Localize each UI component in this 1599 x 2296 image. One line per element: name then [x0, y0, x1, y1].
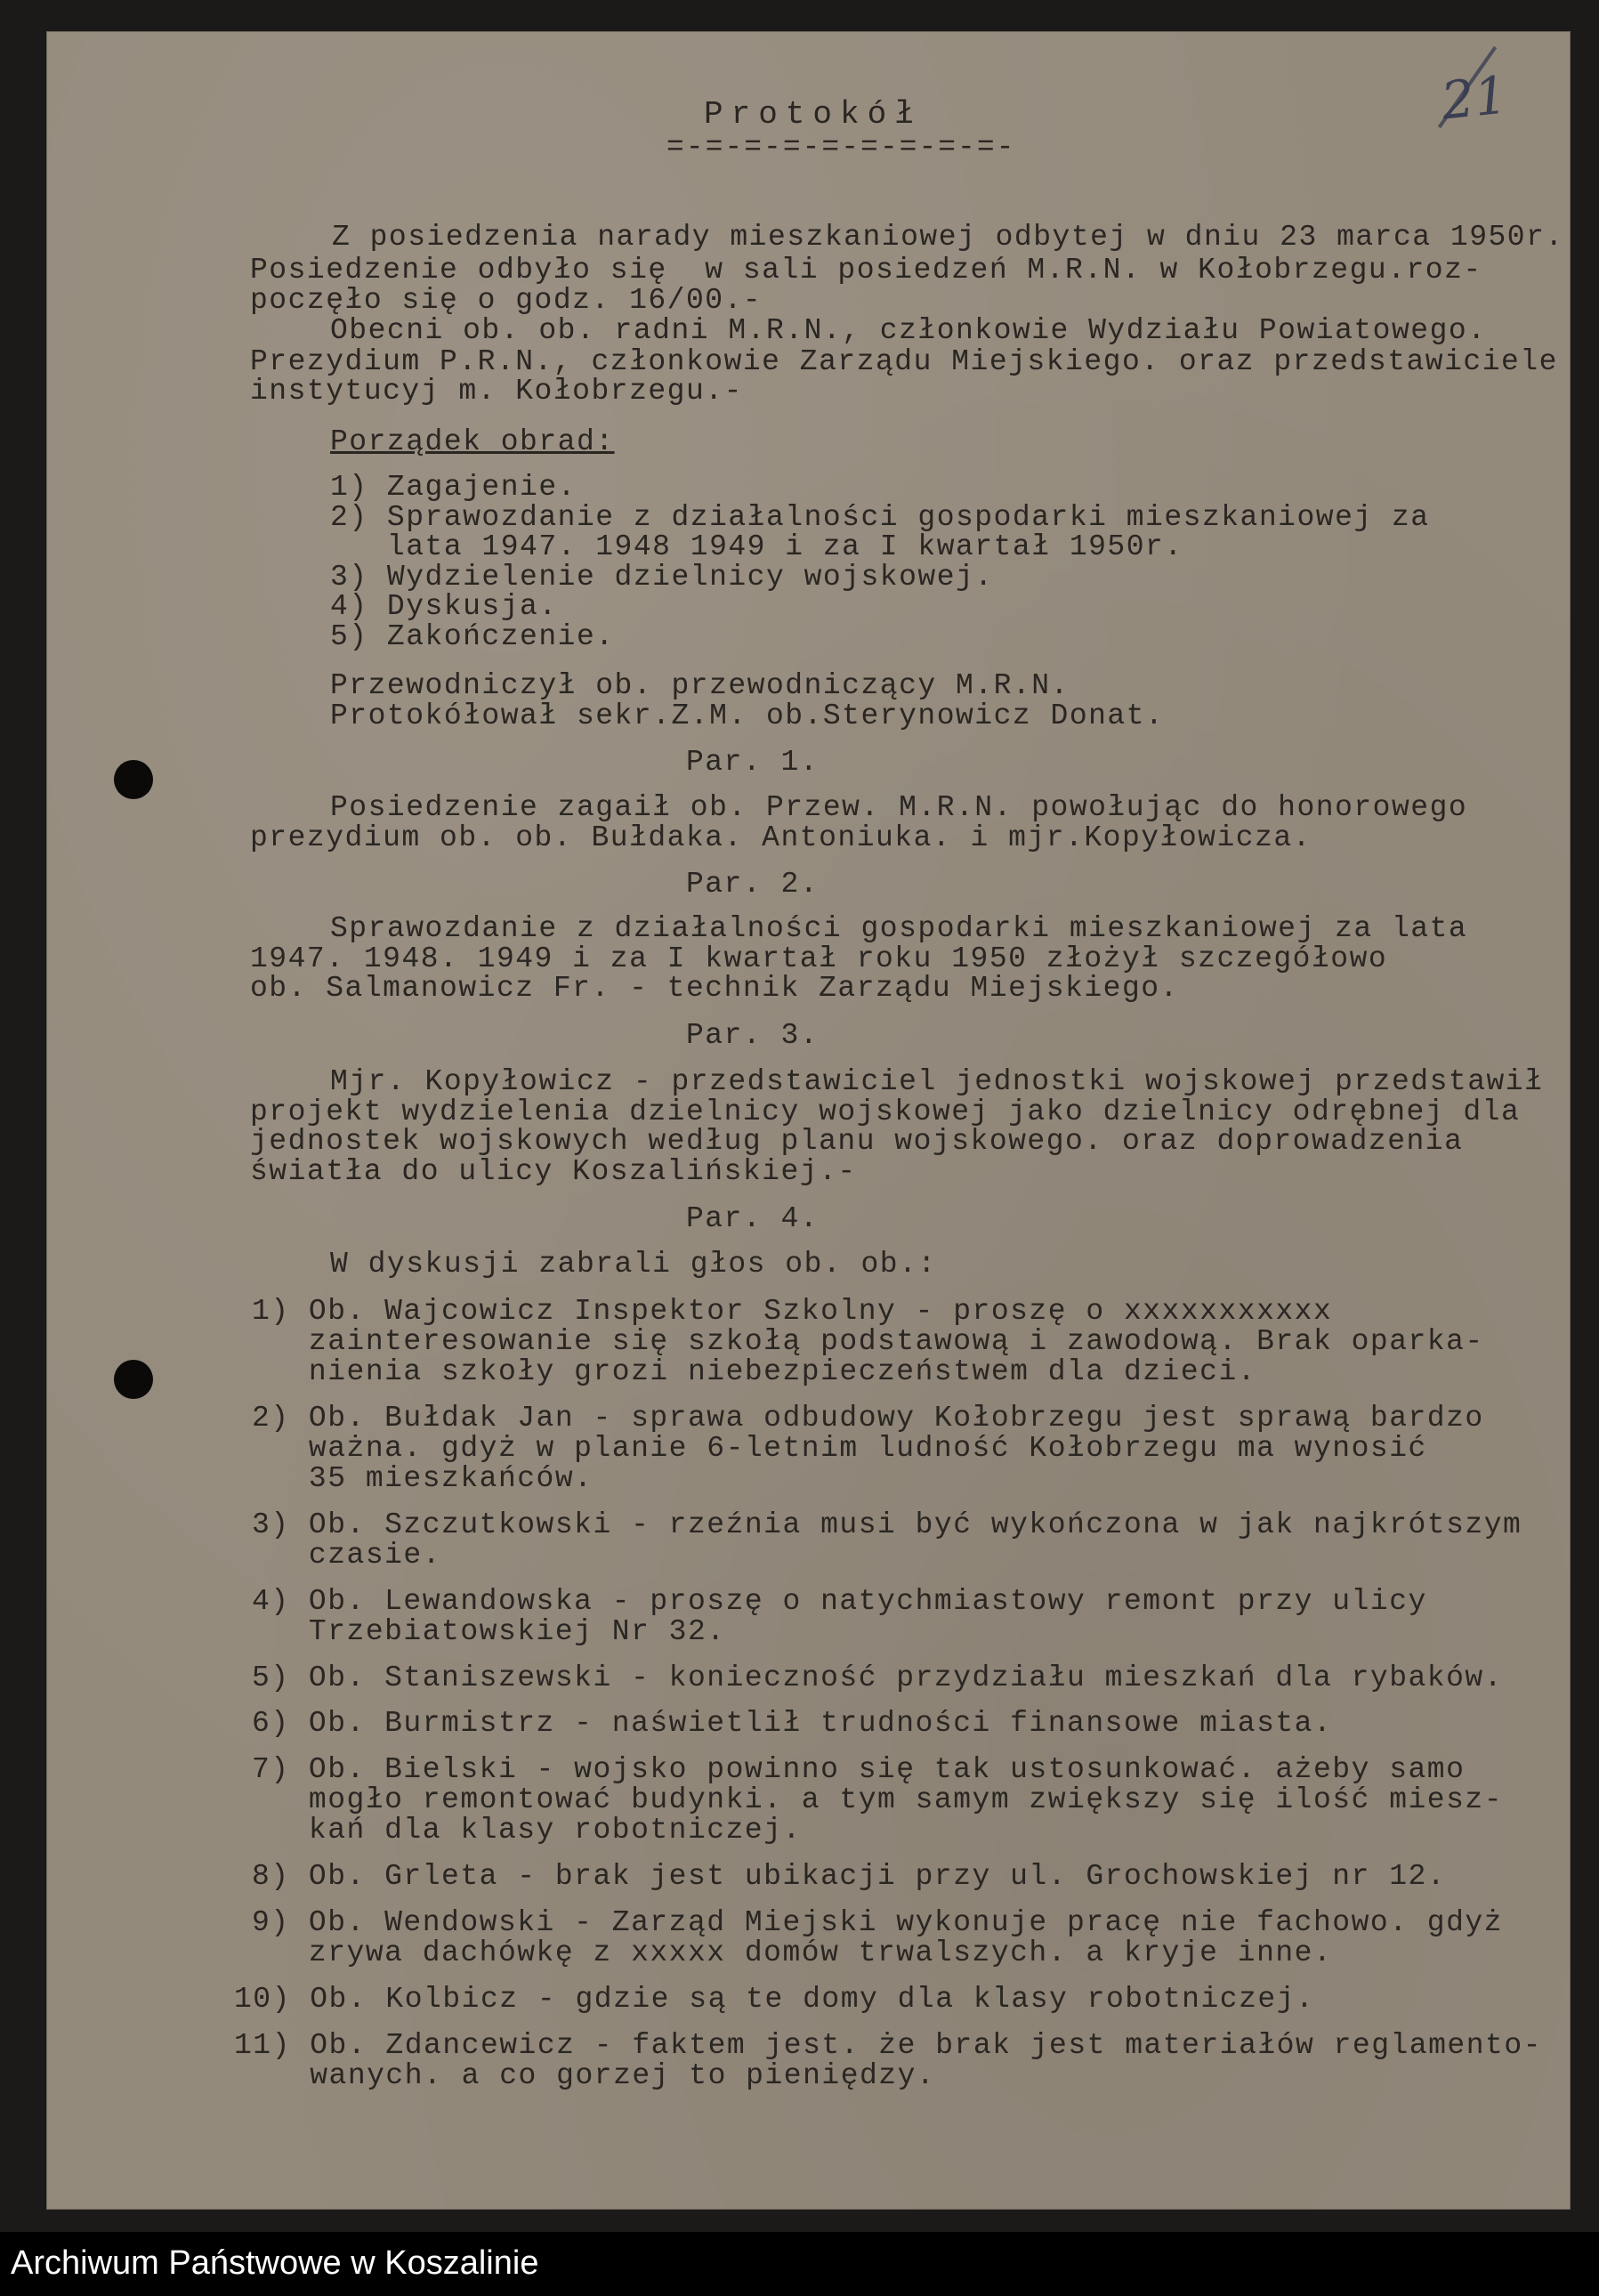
discussion-item: 10) Ob. Kolbicz - gdzie są te domy dla klasy robotniczej.	[234, 1983, 1315, 2016]
doc-line: Posiedzenie zagaił ob. Przew. M.R.N. powołując do honorowego	[330, 791, 1468, 824]
doc-line: światła do ulicy Koszalińskiej.-	[250, 1155, 857, 1188]
discussion-item: 7) Ob. Bielski - wojsko powinno się tak ustosunkować. ażeby samo	[252, 1753, 1466, 1786]
doc-line: Z posiedzenia narady mieszkaniowej odbytej w dniu 23 marca 1950r.	[332, 221, 1564, 254]
doc-line: W dyskusji zabrali głos ob. ob.:	[330, 1248, 937, 1281]
page-number: 21	[1438, 64, 1511, 132]
doc-line: jednostek wojskowych według planu wojskowego. oraz doprowadzenia	[250, 1125, 1464, 1158]
discussion-item: 2) Ob. Bułdak Jan - sprawa odbudowy Kołobrzegu jest sprawą bardzo	[252, 1402, 1484, 1435]
doc-line: 1947. 1948. 1949 i za I kwartał roku 1950 złożył szczegółowo	[250, 942, 1388, 975]
punch-hole-top	[114, 760, 153, 799]
doc-line: Obecni ob. ob. radni M.R.N., członkowie Wydziału Powiatowego.	[330, 314, 1487, 347]
discussion-item: 35 mieszkańców.	[252, 1462, 594, 1495]
doc-line: Prezydium P.R.N., członkowie Zarządu Miejskiego. oraz przedstawiciele	[250, 345, 1558, 378]
agenda-item: 4) Dyskusja.	[330, 590, 558, 623]
doc-line: Posiedzenie odbyło się w sali posiedzeń M.R.N. w Kołobrzegu.roz-	[250, 254, 1482, 287]
doc-line: projekt wydzielenia dzielnicy wojskowej jako dzielnicy odrębnej dla	[250, 1095, 1521, 1128]
section-heading: Par. 4.	[686, 1202, 820, 1235]
agenda-item: 5) Zakończenie.	[330, 620, 615, 653]
discussion-item: mogło remontować budynki. a tym samym zwiększy się ilość miesz-	[252, 1783, 1504, 1816]
discussion-item: 3) Ob. Szczutkowski - rzeźnia musi być wykończona w jak najkrótszym	[252, 1508, 1522, 1541]
archive-footer	[0, 2232, 1599, 2296]
doc-line: Przewodniczył ob. przewodniczący M.R.N.	[330, 669, 1070, 702]
discussion-item: 1) Ob. Wajcowicz Inspektor Szkolny - proszę o xxxxxxxxxxx	[252, 1295, 1333, 1328]
document-title: Protokół	[704, 96, 922, 133]
discussion-item: 6) Ob. Burmistrz - naświetlił trudności finansowe miasta.	[252, 1707, 1333, 1740]
discussion-item: Trzebiatowskiej Nr 32.	[252, 1615, 726, 1648]
document-page	[46, 31, 1571, 2210]
discussion-item: kań dla klasy robotniczej.	[252, 1814, 802, 1847]
discussion-item: 9) Ob. Wendowski - Zarząd Miejski wykonuje pracę nie fachowo. gdyż	[252, 1906, 1504, 1939]
archive-name: Archiwum Państwowe w Koszalinie	[11, 2244, 539, 2282]
discussion-item: zainteresowanie się szkołą podstawową i zawodową. Brak oparka-	[252, 1325, 1484, 1358]
doc-line: instytucyj m. Kołobrzegu.-	[250, 375, 743, 408]
doc-line: Mjr. Kopyłowicz - przedstawiciel jednostki wojskowej przedstawił	[330, 1065, 1544, 1098]
discussion-item: 5) Ob. Staniszewski - konieczność przydziału mieszkań dla rybaków.	[252, 1661, 1504, 1694]
doc-line: ob. Salmanowicz Fr. - technik Zarządu Miejskiego.	[250, 972, 1179, 1005]
discussion-item: 4) Ob. Lewandowska - proszę o natychmiastowy remont przy ulicy	[252, 1585, 1427, 1618]
discussion-item: ważna. gdyż w planie 6-letnim ludność Kołobrzegu ma wynosić	[252, 1432, 1427, 1465]
doc-line: Protokółował sekr.Z.M. ob.Sterynowicz Donat.	[330, 699, 1165, 732]
section-heading: Par. 3.	[686, 1019, 820, 1052]
discussion-item: zrywa dachówkę z xxxxx domów trwalszych. a kryje inne.	[252, 1936, 1333, 1969]
agenda-item: 1) Zagajenie.	[330, 471, 577, 504]
discussion-item: wanych. a co gorzej to pieniędzy.	[234, 2059, 936, 2092]
doc-line: prezydium ob. ob. Bułdaka. Antoniuka. i mjr.Kopyłowicza.	[250, 821, 1312, 854]
doc-line: Sprawozdanie z działalności gospodarki mieszkaniowej za lata	[330, 912, 1468, 945]
punch-hole-bottom	[114, 1360, 153, 1399]
title-underline: =-=-=-=-=-=-=-=-=-	[666, 131, 1016, 164]
agenda-heading: Porządek obrad:	[330, 425, 615, 458]
section-heading: Par. 1.	[686, 746, 820, 779]
agenda-item: lata 1947. 1948 1949 i za I kwartał 1950r.	[330, 530, 1183, 563]
discussion-item: 8) Ob. Grleta - brak jest ubikacji przy ul. Grochowskiej nr 12.	[252, 1860, 1447, 1893]
agenda-item: 3) Wydzielenie dzielnicy wojskowej.	[330, 561, 994, 594]
section-heading: Par. 2.	[686, 868, 820, 901]
discussion-item: nienia szkoły grozi niebezpieczeństwem dla dzieci.	[252, 1355, 1257, 1388]
discussion-item: 11) Ob. Zdancewicz - faktem jest. że brak jest materiałów reglamento-	[234, 2029, 1542, 2062]
agenda-item: 2) Sprawozdanie z działalności gospodarki mieszkaniowej za	[330, 501, 1430, 534]
doc-line: poczęło się o godz. 16/00.-	[250, 284, 763, 317]
discussion-item: czasie.	[252, 1539, 442, 1572]
